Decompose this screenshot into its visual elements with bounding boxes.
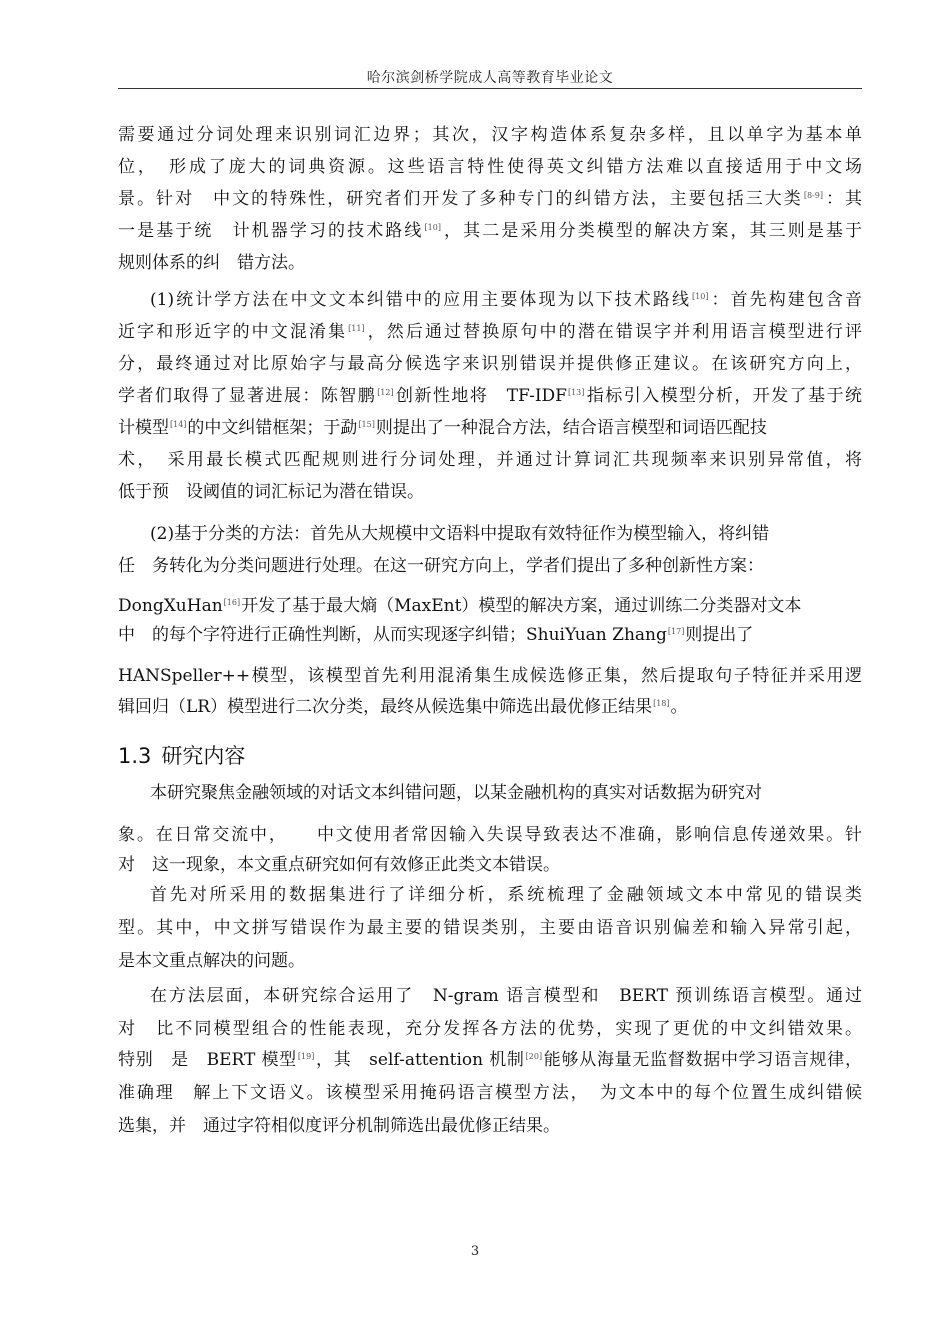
text-line bbox=[118, 482, 424, 502]
text-segment: 规则体系的纠 错方法。 bbox=[118, 253, 305, 273]
citation-ref: [10] bbox=[692, 292, 709, 301]
text-segment: 选集，并 通过字符相似度评分机制筛选出最优修正结果。 bbox=[118, 1116, 560, 1136]
citation-ref: [10] bbox=[424, 223, 441, 232]
text-segment: ：其 bbox=[823, 189, 862, 209]
text-line bbox=[118, 125, 862, 145]
text-segment: 指标引入模型分析，开发了基于统 bbox=[585, 386, 863, 406]
text-line bbox=[118, 697, 688, 717]
text-line bbox=[118, 1050, 862, 1070]
text-segment: 型。其中，中文拼写错误作为最主要的错误类别，主要由语音识别偏差和输入异常引起， bbox=[118, 918, 862, 938]
text-line bbox=[118, 825, 862, 845]
text-segment: (2)基于分类的方法：首先从大规模中文语料中提取有效特征作为模型输入，将纠错 bbox=[150, 524, 770, 544]
text-segment: 计模型 bbox=[118, 418, 169, 438]
text-segment: 低于预 设阈值的词汇标记为潜在错误。 bbox=[118, 482, 424, 502]
text-segment: 创新性地将 TF-IDF bbox=[394, 386, 567, 406]
text-segment: 则提出了 bbox=[685, 625, 754, 645]
text-line bbox=[118, 556, 764, 576]
text-line bbox=[150, 290, 862, 310]
text-segment: ：首先构建包含音 bbox=[709, 290, 862, 310]
text-segment: 近字和形近字的中文混淆集 bbox=[118, 322, 348, 342]
text-segment: DongXuHan bbox=[118, 596, 223, 616]
citation-ref: [20] bbox=[525, 1052, 543, 1061]
citation-ref: [16] bbox=[223, 598, 241, 607]
text-segment: 开发了基于最大熵（MaxEnt）模型的解决方案，通过训练二分类器对文本 bbox=[241, 596, 802, 616]
text-line bbox=[118, 625, 753, 645]
citation-ref: [13] bbox=[567, 388, 585, 397]
text-line bbox=[118, 951, 305, 971]
text-line bbox=[118, 221, 862, 241]
text-line bbox=[118, 855, 560, 875]
header-divider bbox=[118, 88, 862, 89]
text-segment: ，然后通过替换原句中的潜在错误字并利用语言模型进行评 bbox=[365, 322, 863, 342]
text-line bbox=[150, 783, 762, 803]
text-line bbox=[118, 596, 801, 616]
text-line bbox=[118, 189, 862, 209]
section-heading bbox=[118, 740, 245, 770]
text-line bbox=[118, 418, 862, 438]
page-number: 3 bbox=[470, 1244, 480, 1259]
text-segment: 本研究聚焦金融领域的对话文本纠错问题，以某金融机构的真实对话数据为研究对 bbox=[150, 783, 762, 803]
running-header: 哈尔滨剑桥学院成人高等教育毕业论文 bbox=[366, 70, 614, 86]
text-segment: ，其 self-attention 机制 bbox=[315, 1050, 525, 1070]
citation-ref: [11] bbox=[348, 324, 365, 333]
text-segment: (1)统计学方法在中文文本纠错中的应用主要体现为以下技术路线 bbox=[150, 290, 692, 310]
text-segment: 对 这一现象，本文重点研究如何有效修正此类文本错误。 bbox=[118, 855, 560, 875]
text-line bbox=[118, 666, 862, 686]
text-segment: 辑回归（LR）模型进行二次分类，最终从候选集中筛选出最优修正结果 bbox=[118, 697, 653, 717]
text-segment: 象。在日常交流中， 中文使用者常因输入失误导致表达不准确，影响信息传递效果。针 bbox=[118, 825, 862, 845]
text-line bbox=[118, 354, 862, 374]
text-segment: 景。针对 中文的特殊性，研究者们开发了多种专门的纠错方法，主要包括三大类 bbox=[118, 189, 803, 209]
text-segment: ，其二是采用分类模型的解决方案，其三则是基于 bbox=[441, 221, 863, 241]
text-segment: 术， 采用最长模式匹配规则进行分词处理，并通过计算词汇共现频率来识别异常值，将 bbox=[118, 450, 862, 470]
text-line bbox=[150, 986, 862, 1006]
text-segment: 任 务转化为分类问题进行处理。在这一研究方向上，学者们提出了多种创新性方案： bbox=[118, 556, 764, 576]
text-line bbox=[118, 157, 862, 177]
text-segment: 的中文纠错框架；于勐 bbox=[187, 418, 358, 438]
text-segment: 分，最终通过对比原始字与最高分候选字来识别错误并提供修正建议。在该研究方向上， bbox=[118, 354, 862, 374]
citation-ref: [19] bbox=[297, 1052, 315, 1061]
section-number: 1.3 bbox=[118, 744, 152, 768]
text-segment: 则提出了一种混合方法，结合语言模型和词语匹配技 bbox=[375, 418, 767, 438]
text-segment: 准确理 解上下文语义。该模型采用掩码语言模型方法， 为文本中的每个位置生成纠错候 bbox=[118, 1083, 862, 1103]
text-line bbox=[118, 1019, 862, 1039]
citation-ref: [12] bbox=[377, 388, 394, 397]
text-line bbox=[118, 450, 862, 470]
text-segment: 是本文重点解决的问题。 bbox=[118, 951, 305, 971]
text-line bbox=[118, 918, 862, 938]
text-segment: 在方法层面，本研究综合运用了 N-gram 语言模型和 BERT 预训练语言模型。通过 bbox=[150, 986, 862, 1006]
text-segment: 学者们取得了显著进展：陈智鹏 bbox=[118, 386, 377, 406]
section-title: 研究内容 bbox=[161, 744, 246, 768]
text-line bbox=[118, 1083, 862, 1103]
citation-ref: [14] bbox=[170, 420, 187, 429]
citation-ref: [15] bbox=[358, 420, 375, 429]
text-line bbox=[118, 386, 862, 406]
text-line bbox=[118, 1116, 560, 1136]
text-segment: 位， 形成了庞大的词典资源。这些语言特性使得英文纠错方法难以直接适用于中文场 bbox=[118, 157, 862, 177]
text-line bbox=[118, 322, 862, 342]
text-segment: 对 比不同模型组合的性能表现，充分发挥各方法的优势，实现了更优的中文纠错效果。 bbox=[118, 1019, 862, 1039]
citation-ref: [8-9] bbox=[803, 191, 823, 200]
text-segment: 需要通过分词处理来识别词汇边界；其次，汉字构造体系复杂多样，且以单字为基本单 bbox=[118, 125, 862, 145]
text-segment: 特别 是 BERT 模型 bbox=[118, 1050, 297, 1070]
text-segment: 。 bbox=[670, 697, 688, 717]
text-line bbox=[118, 253, 305, 273]
text-segment: 中 的每个字符进行正确性判断，从而实现逐字纠错；ShuiYuan Zhang bbox=[118, 625, 667, 645]
citation-ref: [17] bbox=[667, 627, 685, 636]
text-segment: 首先对所采用的数据集进行了详细分析，系统梳理了金融领域文本中常见的错误类 bbox=[150, 885, 862, 905]
text-segment: HANSpeller++模型，该模型首先利用混淆集生成候选修正集，然后提取句子特征并采用逻 bbox=[118, 666, 862, 686]
citation-ref: [18] bbox=[653, 699, 670, 708]
text-line bbox=[150, 524, 769, 544]
text-segment: 能够从海量无监督数据中学习语言规律， bbox=[543, 1050, 862, 1070]
text-segment: 一是基于统 计机器学习的技术路线 bbox=[118, 221, 424, 241]
text-line bbox=[150, 885, 862, 905]
